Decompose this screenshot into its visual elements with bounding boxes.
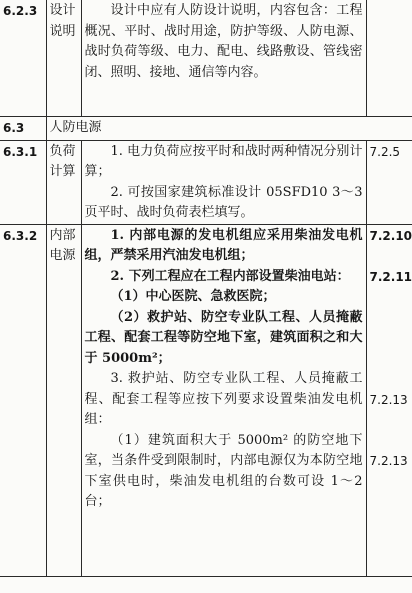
clause-content (81, 224, 366, 576)
table-row (0, 140, 412, 224)
clause-paragraph: 1. 内部电源的发电机组应采用柴油发电机组，严禁采用汽油发电机组； (84, 227, 363, 263)
reference-text: 7.2.13 (369, 392, 408, 407)
clause-paragraph: 3. 救护站、防空专业队工程、人员掩蔽工程、配套工程等应按下列要求设置柴油发电机组： (84, 371, 363, 427)
section-number-text: 6.3 (3, 121, 25, 135)
clause-paragraph: （1）建筑面积大于 5000m² 的防空地下室，当条件受到限制时，内部电源仅为本防空地下室供电时，柴油发电机组的台数可设 1～2 台； (84, 432, 363, 509)
clause-title: 内部电源 (46, 224, 81, 576)
section-number (0, 117, 46, 141)
clause-number (0, 224, 46, 576)
clause-number-text: 6.3.2 (3, 228, 38, 243)
clause-number (0, 0, 46, 117)
clause-paragraph: 2. 下列工程应在工程内部设置柴油电站： (110, 268, 350, 284)
clause-reference (366, 224, 412, 576)
clause-number-text: 6.3.1 (3, 144, 38, 159)
reference-text: 7.2.5 (369, 144, 401, 159)
table-row (0, 224, 412, 576)
clause-number-text: 6.2.3 (3, 4, 38, 18)
section-title: 人防电源 (46, 117, 412, 141)
clause-title: 设计说明 (46, 0, 81, 117)
clause-title: 负荷计算 (46, 140, 81, 224)
clause-content (81, 0, 366, 117)
reference-text: 7.2.10 (369, 228, 412, 243)
clause-paragraph: 1. 电力负荷应按平时和战时两种情况分别计算； (84, 143, 363, 179)
reference-text: 7.2.11 (369, 269, 412, 284)
clause-paragraph: 设计中应有人防设计说明，内容包含：工程概况、平时、战时用途，防护等级、人防电源、战时负荷等级、电力、配电、线路敷设、管线密闭、照明、接地、通信等内容。 (84, 3, 363, 80)
table-row (0, 117, 412, 141)
clause-paragraph: （1）中心医院、急救医院； (110, 289, 276, 304)
clause-paragraph: （2）救护站、防空专业队工程、人员掩蔽工程、配套工程等防空地下室，建筑面积之和大于 5000m²； (84, 309, 363, 366)
clause-reference (366, 0, 412, 117)
reference-text: 7.2.13 (369, 454, 408, 468)
table-row (0, 0, 412, 117)
clause-number (0, 140, 46, 224)
clause-content (81, 140, 366, 224)
clause-reference (366, 140, 412, 224)
clause-paragraph: 2. 可按国家建筑标准设计 05SFD10 3～3页平时、战时负荷表栏填写。 (84, 184, 363, 220)
